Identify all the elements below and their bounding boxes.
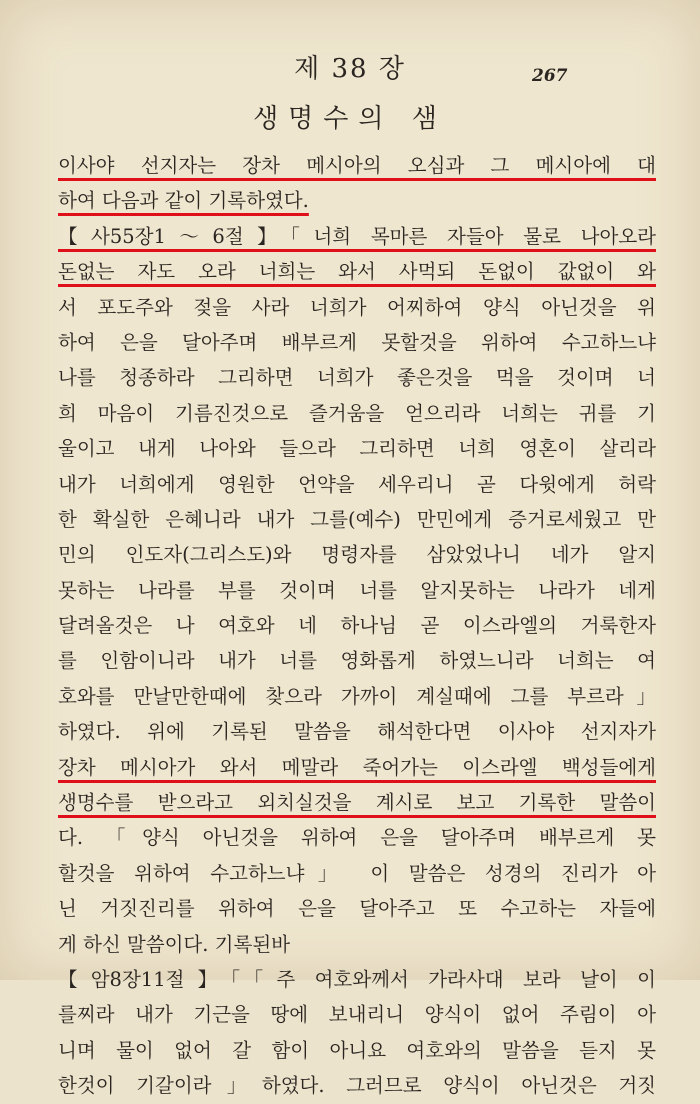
text-line [58, 1068, 656, 1103]
line-text: 다. 「양식 아닌것을 위하여 은을 달아주며 배부르게 못 [58, 826, 656, 850]
line-text: 를 인함이니라 내가 너를 영화롭게 하였느니라 너희는 여 [58, 649, 656, 673]
underlined-text: 【사55장1～6절】「너희 목마른 자들아 물로 나아오라 [58, 224, 656, 248]
underlined-text: 생명수를 받으라고 외치실것을 계시로 보고 기록한 말씀이 [58, 791, 656, 815]
text-line [58, 290, 656, 325]
line-text: 내가 너희에게 영원한 언약을 세우리니 곧 다윗에게 허락 [58, 472, 656, 496]
underlined-text: 하여 다음과 같이 기록하였다. [58, 189, 309, 213]
underlined-text: 돈없는 자도 오라 너희는 와서 사먹되 돈없이 값없이 와 [58, 260, 656, 284]
text-line [58, 254, 656, 289]
line-text: 하여 은을 달아주며 배부르게 못할것을 위하여 수고하느냐 [58, 330, 656, 354]
text-line [58, 360, 656, 395]
text-line [58, 679, 656, 714]
text-line [58, 396, 656, 431]
text-line [58, 431, 656, 466]
line-text: 한것이 기갈이라」하였다. 그러므로 양식이 아닌것은 거짓 [58, 1074, 656, 1098]
line-text: 달려올것은 나 여호와 네 하나님 곧 이스라엘의 거룩한자 [58, 614, 656, 638]
text-line [58, 537, 656, 572]
line-text: 한 확실한 은혜니라 내가 그를(예수) 만민에게 증거로세웠고 만 [58, 507, 656, 531]
line-text: 니며 물이 없어 갈 함이 아니요 여호와의 말씀을 듣지 못 [58, 1038, 656, 1062]
line-text: 민의 인도자(그리스도)와 명령자를 삼았었나니 네가 알지 [58, 543, 656, 567]
line-text: 나를 청종하라 그리하면 너희가 좋은것을 먹을 것이며 너 [58, 366, 656, 390]
text-line [58, 643, 656, 678]
text-line [58, 714, 656, 749]
text-line [58, 750, 656, 785]
text-line [58, 148, 656, 183]
text-line [58, 608, 656, 643]
underlined-text: 장차 메시아가 와서 메말라 죽어가는 이스라엘 백성들에게 [58, 755, 656, 779]
line-text: 게 하신 말씀이다. 기록된바 [58, 932, 291, 956]
text-line [58, 891, 656, 926]
text-line [58, 573, 656, 608]
line-text: 울이고 내게 나아와 들으라 그리하면 너희 영혼이 살리라 [58, 437, 656, 461]
text-line [58, 1033, 656, 1068]
text-line [58, 927, 656, 962]
line-text: 닌 거짓진리를 위하여 은을 달아주고 또 수고하는 자들에 [58, 897, 656, 921]
line-text: 서 포도주와 젖을 사라 너희가 어찌하여 양식 아닌것을 위 [58, 295, 656, 319]
line-text: 하였다. 위에 기록된 말씀을 해석한다면 이사야 선지자가 [58, 720, 656, 744]
line-text: 못하는 나라를 부를 것이며 너를 알지못하는 나라가 네게 [58, 578, 656, 602]
text-line [58, 219, 656, 254]
text-line [58, 785, 656, 820]
text-line [58, 856, 656, 891]
text-line [58, 325, 656, 360]
line-text: 할것을 위하여 수고하느냐」 이 말씀은 성경의 진리가 아 [58, 861, 656, 885]
section-title: 생명수의 샘 [253, 104, 447, 134]
line-text: 를찌라 내가 기근을 땅에 보내리니 양식이 없어 주림이 아 [58, 1003, 656, 1027]
body-text [58, 148, 656, 1104]
text-line [58, 467, 656, 502]
text-line [58, 502, 656, 537]
text-line [58, 820, 656, 855]
line-text: 【암8장11절】「「주 여호와께서 가라사대 보라 날이 이 [58, 967, 656, 991]
line-text: 호와를 만날만한때에 찾으라 가까이 계실때에 그를 부르라」 [58, 684, 656, 708]
chapter-title: 제 38 장 [294, 54, 406, 84]
underlined-text: 이사야 선지자는 장차 메시아의 오심과 그 메시아에 대 [58, 154, 656, 177]
text-line [58, 997, 656, 1032]
text-line [58, 183, 656, 218]
line-text: 희 마음이 기름진것으로 즐거움을 얻으리라 너희는 귀를 기 [58, 401, 656, 425]
page-number: 267 [532, 66, 568, 86]
